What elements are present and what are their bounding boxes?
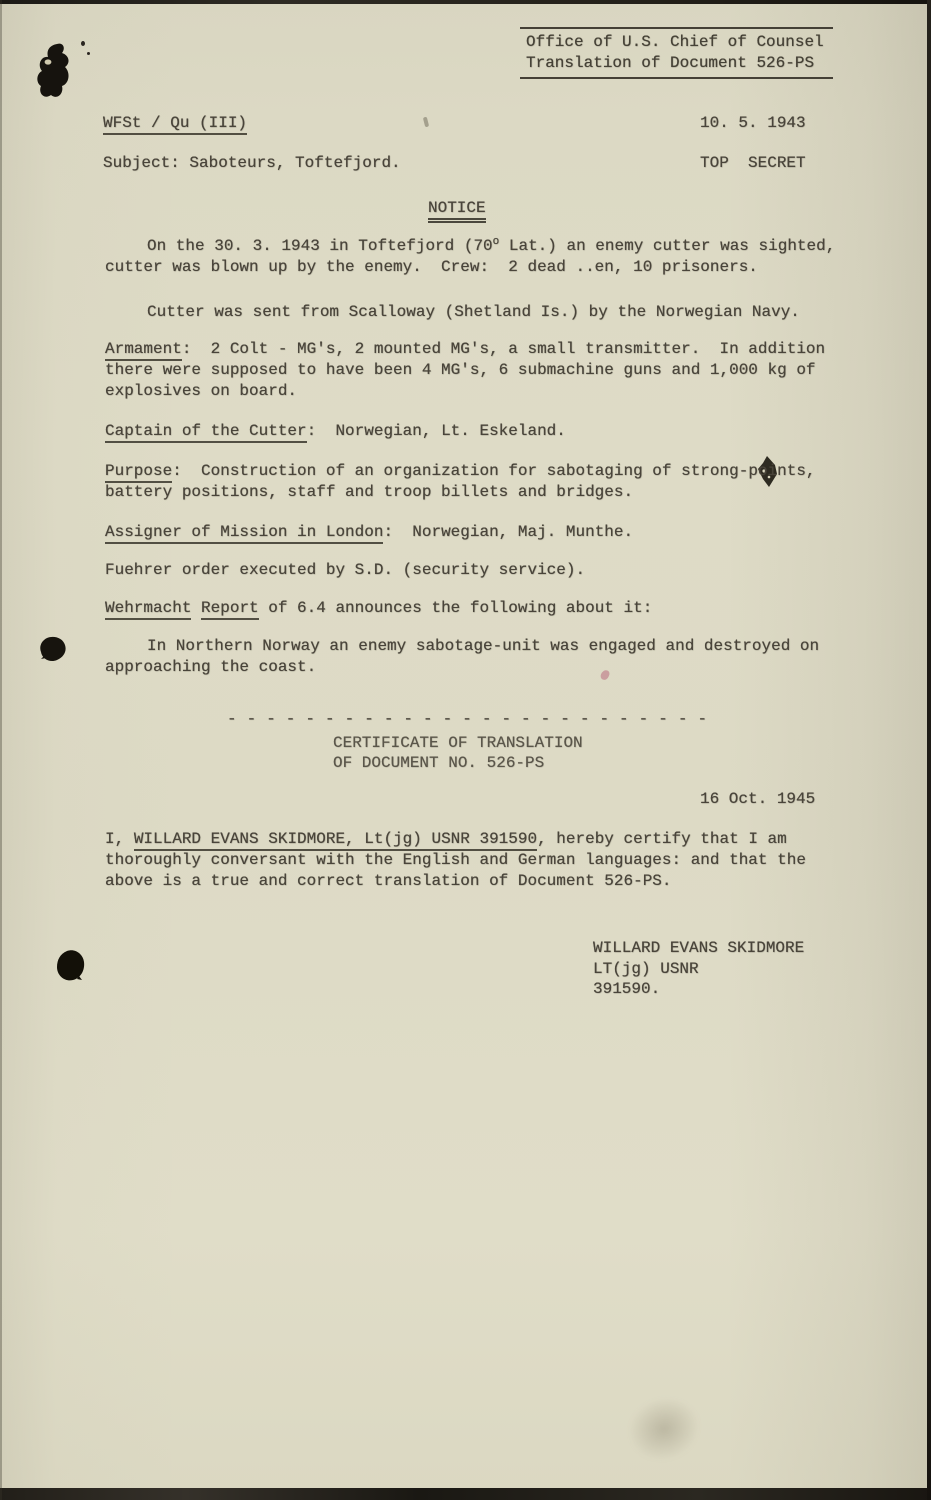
bottom-smudge xyxy=(620,1388,708,1469)
signature-rank: LT(jg) USNR xyxy=(593,960,699,978)
wehrmacht-space xyxy=(191,599,201,617)
header-office-line: Office of U.S. Chief of Counsel xyxy=(526,33,824,51)
certificate-title-line2: OF DOCUMENT NO. 526-PS xyxy=(333,754,545,772)
degree-superscript: o xyxy=(492,236,500,248)
captain-label: Captain of the Cutter xyxy=(105,422,307,443)
scan-edge-bottom xyxy=(0,1488,931,1500)
purpose-line1 xyxy=(105,461,816,481)
pink-speck xyxy=(600,669,611,681)
captain-line xyxy=(105,421,566,441)
para1-b: Lat.) an enemy cutter was sighted, xyxy=(499,237,836,255)
notice-paragraph2: Cutter was sent from Scalloway (Shetland Is.) by the Norwegian Navy. xyxy=(147,303,800,321)
assigner-label: Assigner of Mission in London xyxy=(105,523,383,544)
purpose-rest: : Construction of an organization for sabotaging of strong-points, xyxy=(172,462,816,480)
ink-blot-lower-left xyxy=(55,949,86,982)
certifier-name: WILLARD EVANS SKIDMORE, Lt(jg) USNR 391590 xyxy=(134,830,537,851)
purpose-line2: battery positions, staff and troop billets and bridges. xyxy=(105,483,634,501)
armament-label: Armament xyxy=(105,340,182,361)
armament-rest: : 2 Colt - MG's, 2 mounted MG's, a small transmitter. In addition xyxy=(181,340,826,358)
certificate-line1 xyxy=(105,829,787,849)
report-line2: approaching the coast. xyxy=(105,658,317,676)
certificate-post: , hereby certify that I am xyxy=(537,830,787,848)
wehrmacht-rest: of 6.4 announces the following about it: xyxy=(258,599,653,617)
ink-blot-middle-left xyxy=(38,635,68,662)
certificate-line2: thoroughly conversant with the English and German languages: and that the xyxy=(105,851,806,869)
para1-a: On the 30. 3. 1943 in Toftefjord (70 xyxy=(147,237,493,255)
signature-name: WILLARD EVANS SKIDMORE xyxy=(593,939,805,957)
signature-number: 391590. xyxy=(593,980,661,998)
subject-line: Subject: Saboteurs, Toftefjord. xyxy=(103,154,401,172)
fuehrer-order-line: Fuehrer order executed by S.D. (security service). xyxy=(105,561,586,579)
armament-line3: explosives on board. xyxy=(105,382,298,400)
scan-edge-top xyxy=(0,0,931,4)
dashed-separator: - - - - - - - - - - - - - - - - - - - - - - - - - xyxy=(227,710,708,728)
certificate-date: 16 Oct. 1945 xyxy=(700,790,816,808)
certificate-pre: I, xyxy=(105,830,134,848)
ink-speck-1 xyxy=(81,41,85,46)
notice-heading-line xyxy=(428,198,486,218)
notice-paragraph1-line2: cutter was blown up by the enemy. Crew: 2 dead ..en, 10 prisoners. xyxy=(105,258,758,276)
captain-rest: : Norwegian, Lt. Eskeland. xyxy=(306,422,566,440)
assigner-rest: : Norwegian, Maj. Munthe. xyxy=(383,523,634,541)
reference-code-line xyxy=(103,113,247,133)
wehrmacht-label1: Wehrmacht xyxy=(105,599,191,620)
notice-paragraph1-line1 xyxy=(147,236,835,258)
reference-code: WFSt / Qu (III) xyxy=(103,114,247,135)
assigner-line xyxy=(105,522,633,542)
wehrmacht-line xyxy=(105,598,652,618)
wehrmacht-label2: Report xyxy=(201,599,259,620)
armament-line2: there were supposed to have been 4 MG's, 6 submachine guns and 1,000 kg of xyxy=(105,361,816,379)
armament-line1 xyxy=(105,339,825,359)
scan-edge-right xyxy=(927,0,931,1500)
document-date: 10. 5. 1943 xyxy=(700,114,806,132)
notice-heading: NOTICE xyxy=(428,199,486,223)
classification-stamp: TOP SECRET xyxy=(700,154,806,172)
purpose-label: Purpose xyxy=(105,462,172,483)
certificate-title-line1: CERTIFICATE OF TRANSLATION xyxy=(333,734,583,752)
certificate-line3: above is a true and correct translation of Document 526-PS. xyxy=(105,872,672,890)
report-line1: In Northern Norway an enemy sabotage-unit was engaged and destroyed on xyxy=(147,637,820,655)
stray-pencil-mark xyxy=(423,117,429,128)
ink-blot-top-left xyxy=(36,42,74,102)
header-translation-line: Translation of Document 526-PS xyxy=(526,54,815,72)
ink-speck-2 xyxy=(87,52,90,55)
document-header xyxy=(520,27,833,79)
scan-edge-left xyxy=(0,0,2,1500)
